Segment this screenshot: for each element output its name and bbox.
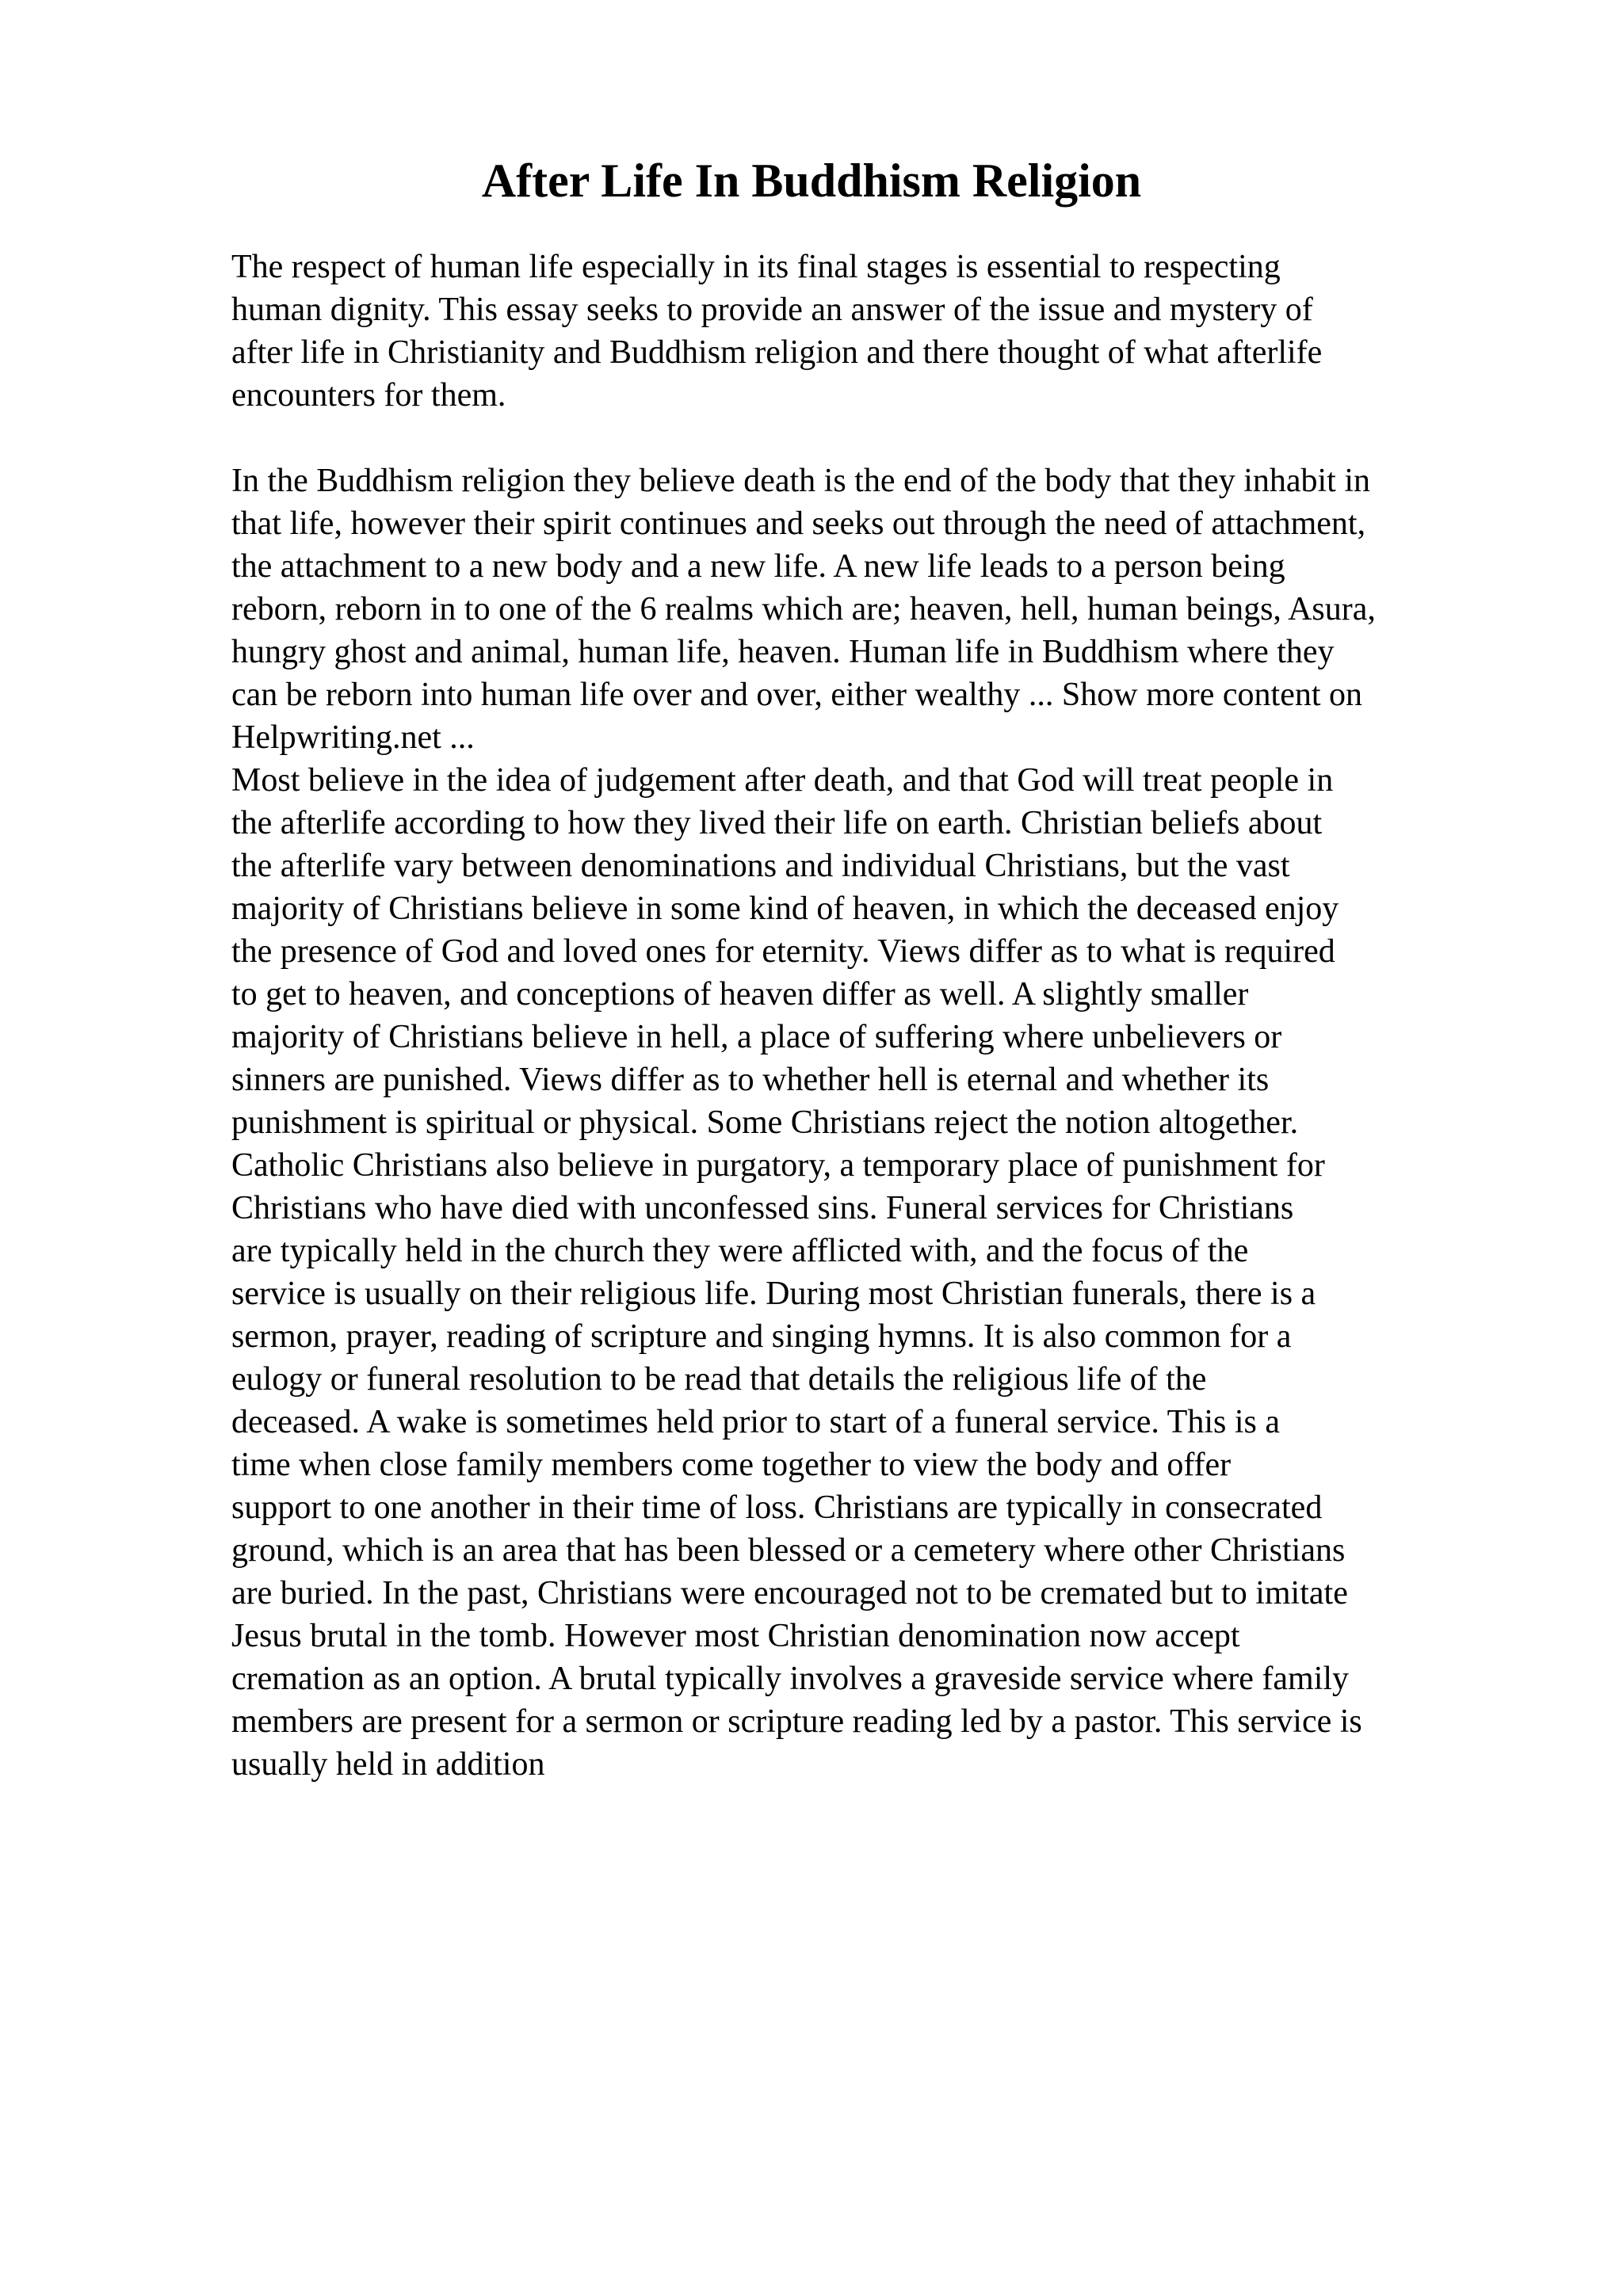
text-line: The respect of human life especially in its final stages is essential to respecting <box>231 249 1281 285</box>
text-line: hungry ghost and animal, human life, heaven. Human life in Buddhism where they <box>231 634 1335 670</box>
text-line: majority of Christians believe in some kind of heaven, in which the deceased enjoy <box>231 891 1339 927</box>
text-line: sermon, prayer, reading of scripture and singing hymns. It is also common for a <box>231 1318 1292 1355</box>
text-line: after life in Christianity and Buddhism religion and there thought of what afterlife <box>231 334 1323 371</box>
text-line: sinners are punished. Views differ as to whether hell is eternal and whether its <box>231 1062 1270 1098</box>
paragraph-christianity <box>231 759 1362 1786</box>
text-line: punishment is spiritual or physical. Some Christians reject the notion altogether. <box>231 1104 1299 1141</box>
text-line: Jesus brutal in the tomb. However most Christian denomination now accept <box>231 1618 1240 1654</box>
text-line: Helpwriting.net ... <box>231 719 475 756</box>
text-line: majority of Christians believe in hell, a place of suffering where unbelievers or <box>231 1019 1282 1055</box>
text-line: are buried. In the past, Christians were encouraged not to be cremated but to imitate <box>231 1575 1348 1611</box>
text-line: reborn, reborn in to one of the 6 realms which are; heaven, hell, human beings, Asura, <box>231 591 1376 627</box>
text-line: Christians who have died with unconfessed sins. Funeral services for Christians <box>231 1190 1294 1226</box>
text-line: In the Buddhism religion they believe death is the end of the body that they inhabit in <box>231 463 1371 499</box>
document-title: After Life In Buddhism Religion <box>481 154 1142 207</box>
text-line: support to one another in their time of loss. Christians are typically in consecrated <box>231 1489 1323 1526</box>
text-line: deceased. A wake is sometimes held prior to start of a funeral service. This is a <box>231 1404 1280 1440</box>
text-line: the presence of God and loved ones for eternity. Views differ as to what is required <box>231 933 1335 970</box>
text-line: Catholic Christians also believe in purgatory, a temporary place of punishment for <box>231 1147 1325 1184</box>
paragraph-introduction <box>231 246 1322 417</box>
text-line: eulogy or funeral resolution to be read that details the religious life of the <box>231 1361 1207 1398</box>
text-line: service is usually on their religious life. During most Christian funerals, there is a <box>231 1276 1316 1312</box>
text-line: cremation as an option. A brutal typically involves a graveside service where family <box>231 1661 1350 1697</box>
paragraph-buddhism <box>231 460 1376 759</box>
text-line: can be reborn into human life over and over, either wealthy ... Show more content on <box>231 677 1363 713</box>
text-line: human dignity. This essay seeks to provide an answer of the issue and mystery of <box>231 292 1313 328</box>
text-line: members are present for a sermon or scripture reading led by a pastor. This service is <box>231 1703 1362 1740</box>
text-line: Most believe in the idea of judgement after death, and that God will treat people in <box>231 762 1334 799</box>
text-line: usually held in addition <box>231 1746 545 1783</box>
text-line: the attachment to a new body and a new life. A new life leads to a person being <box>231 548 1285 585</box>
text-line: the afterlife according to how they lived their life on earth. Christian beliefs about <box>231 805 1323 841</box>
text-line: to get to heaven, and conceptions of heaven differ as well. A slightly smaller <box>231 976 1249 1013</box>
text-line: time when close family members come together to view the body and offer <box>231 1447 1232 1483</box>
text-line: ground, which is an area that has been blessed or a cemetery where other Christians <box>231 1532 1346 1569</box>
text-line: the afterlife vary between denominations and individual Christians, but the vast <box>231 848 1290 884</box>
text-line: encounters for them. <box>231 377 506 414</box>
text-line: that life, however their spirit continues and seeks out through the need of attachment, <box>231 505 1366 542</box>
text-line: are typically held in the church they were afflicted with, and the focus of the <box>231 1233 1249 1269</box>
